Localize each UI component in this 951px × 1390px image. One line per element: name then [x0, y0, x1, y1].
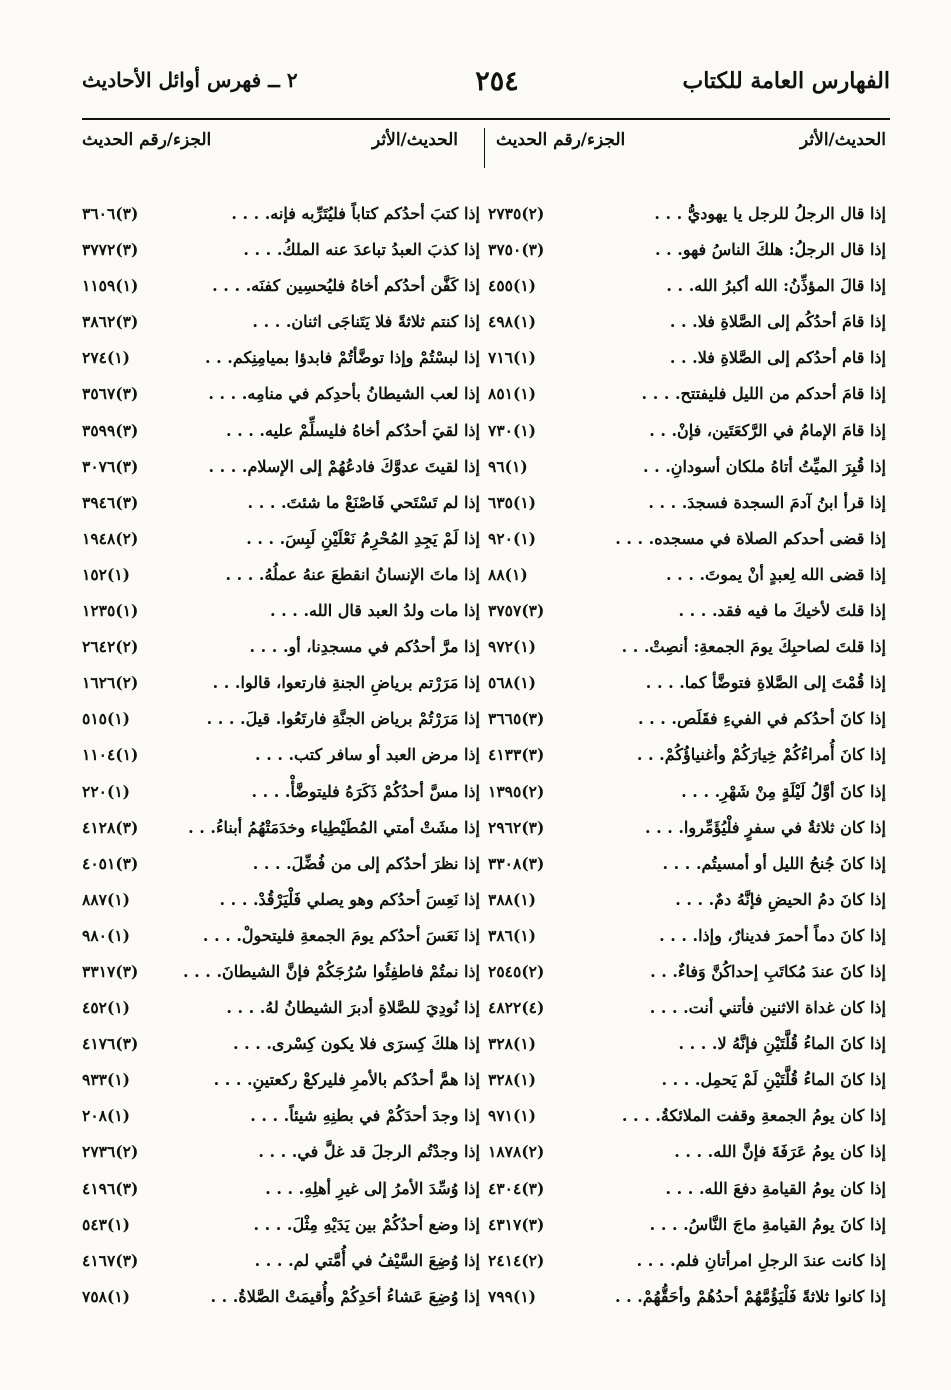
index-entry: [82, 232, 480, 268]
hadith-opening: إذا كانَ الماءُ قُلَّتَيْنِ فإنَّهُ لا. . . .: [678, 1034, 886, 1054]
index-entry: [82, 485, 480, 521]
hadith-opening: إذا نظرَ أحدُكم إلى من فُضِّلَ. . . .: [252, 853, 480, 873]
hadith-opening: إذا كانوا ثلاثةً فَلْيَؤُمَّهُمْ أحدُهُمْ وأحَقُّهُمْ. . .: [614, 1286, 886, 1306]
index-entry: [488, 557, 886, 593]
volume-hadith-number: (٢)٢٧٣٦: [82, 1142, 139, 1162]
hadith-opening: إذا كانَ دمُ الحيضِ فإنَّهُ دمٌ. . . .: [675, 889, 886, 909]
volume-hadith-number: (١)٩٧٢: [488, 637, 536, 657]
volume-hadith-number: (٢)٢٤١٤: [488, 1250, 545, 1270]
page-header: [82, 66, 890, 106]
volume-hadith-number: (١)٩٣٣: [82, 1070, 130, 1090]
hadith-opening: إذا قلتَ لصاحبِكَ يومَ الجمعةِ: أنصِتْ. . .: [621, 637, 886, 657]
index-entry: [488, 304, 886, 340]
volume-hadith-number: (١)٩٨٠: [82, 925, 130, 945]
hadith-opening: إذا لقيَ أحدُكم أخاهُ فليسلِّمْ عليه. . . .: [226, 420, 480, 440]
volume-hadith-number: (١)٤٥٥: [488, 276, 536, 296]
hadith-heading: الحديث/الأثر: [800, 130, 886, 150]
index-entry: [488, 882, 886, 918]
index-entry: [488, 376, 886, 412]
index-entry: [488, 918, 886, 954]
hadith-opening: إذا كان غداة الاثنين فأتني أنت. . . .: [649, 998, 886, 1018]
hadith-opening: إذا كانَ دماً أحمرَ فدينارٌ، وإذا. . . .: [659, 925, 886, 945]
index-entry: [488, 1207, 886, 1243]
hadith-opening: إذا قام أحدُكم إلى الصَّلاةِ فلا. . .: [669, 348, 886, 368]
hadith-opening: إذا كان يومُ القيامةِ دفعَ الله. . . .: [665, 1178, 886, 1198]
header-rule: [82, 118, 890, 120]
column-divider: [484, 128, 485, 168]
hadith-opening: إذا كانَ الماءُ قُلَّتَيْنِ لَمْ يَحمِل. . . .: [661, 1070, 886, 1090]
hadith-opening: إذا كتبَ أحدُكم كتاباً فليُتَرِّبه فإنه. . . .: [231, 204, 480, 223]
hadith-opening: إذا مرض العبد أو سافر كتب. . . .: [255, 745, 480, 765]
volume-hadith-number: (١)٥١٥: [82, 709, 130, 729]
index-entry: [82, 882, 480, 918]
hadith-opening: إذا كانَ أحدُكم في الفيءِ فقَلَص. . . .: [638, 709, 886, 729]
hadith-opening: إذا نمتُمْ فاطفِئُوا سُرُجَكُمْ فإنَّ الشيطانَ. . . .: [183, 961, 480, 981]
hadith-opening: إذا وجدْتُم الرجلَ قد غلَّ في. . . .: [258, 1142, 480, 1162]
volume-hadith-number: (٣)٣٩٤٦: [82, 492, 139, 512]
hadith-opening: إذا نَعِسَ أحدُكم وهو يصلي فَلْيَرْقُدْ. . . .: [219, 889, 480, 909]
index-entry: [82, 593, 480, 629]
volume-hadith-number: (٢)١٦٢٦: [82, 673, 139, 693]
index-entry: [82, 918, 480, 954]
volume-hadith-number: (٢)١٨٧٨: [488, 1142, 545, 1162]
hadith-opening: إذا مرَّ أحدُكم في مسجدِنا، أو. . . .: [249, 637, 480, 657]
index-entry: [82, 954, 480, 990]
hadith-opening: إذا مَرَرْتم برياضِ الجنةِ فارتعوا، قالوا. . .: [212, 673, 480, 693]
index-entry: [82, 665, 480, 701]
volume-hadith-number: (١)٧٥٨: [82, 1286, 130, 1306]
index-entry: [82, 737, 480, 773]
hadith-opening: إذا قرأ ابنُ آدمَ السجدة فسجدَ. . . .: [648, 492, 886, 512]
volume-hadith-number: (٢)١٩٤٨: [82, 528, 139, 548]
volume-hadith-number: (٣)٤٣٠٤: [488, 1178, 545, 1198]
index-entry: [488, 593, 886, 629]
index-entry: [82, 846, 480, 882]
volume-hadith-number: (١)٤٥٢: [82, 998, 130, 1018]
hadith-opening: إذا كانَ أُمراءُكُمْ خِيارَكُمْ وأغنياؤُكُمْ. . .: [636, 745, 886, 765]
hadith-opening: إذا كانَ يومُ القيامةِ ماجَ النَّاسُ. . . .: [649, 1214, 886, 1234]
index-entry: [82, 1207, 480, 1243]
index-entry: [488, 1098, 886, 1134]
index-entry: [488, 665, 886, 701]
volume-hadith-number: (٢)٢٦٤٢: [82, 637, 139, 657]
hadith-opening: إذا ماتَ الإنسانُ انقطعَ عنهُ عملُهُ. . . .: [225, 564, 480, 584]
hadith-opening: إذا قامَ الإمامُ في الرَّكعَتَين، فإنْ. . .: [649, 420, 886, 440]
book-section-title: الفهارس العامة للكتاب: [682, 68, 890, 94]
hadith-opening: إذا كانت عندَ الرجلِ امرأتانِ فلم. . . .: [636, 1250, 886, 1270]
volume-hadith-number: (١)٧٩٩: [488, 1286, 536, 1306]
index-entry: [488, 1026, 886, 1062]
volume-hadith-number: (١)٣٨٦: [488, 925, 536, 945]
volume-hadith-number: (٣)٣٥٩٩: [82, 420, 139, 440]
hadith-opening: إذا وُضِعَ عَشاءُ أحَدِكُمْ وأُقيمَتْ الصَّلاةُ. . .: [210, 1286, 480, 1306]
volume-hadith-number: (١)٧١٦: [488, 348, 536, 368]
volume-hadith-number: (٣)٤١٢٨: [82, 817, 139, 837]
volume-hadith-number: (١)٨٨٧: [82, 889, 130, 909]
hadith-opening: إذا كانَ أوَّلُ لَيْلَةٍ مِنْ شَهْرِ. . . .: [681, 781, 886, 801]
hadith-opening: إذا مشَتْ أمتي المُطَيْطِياء وخدَمَتْهُمُ أبناءُ. . .: [188, 817, 480, 837]
index-entry: [488, 1171, 886, 1207]
index-entry: [82, 629, 480, 665]
hadith-opening: إذا قضى الله لِعبدٍ أنْ يموتَ. . . .: [666, 564, 886, 584]
hadith-opening: إذا قُبِرَ الميِّتُ أتاهُ ملكان أسودانِ. . .: [642, 456, 886, 476]
hadith-opening: إذا قلتَ لأخيكَ ما فيه فقد. . . .: [678, 601, 886, 621]
volume-hadith-number: (٣)٤١٧٦: [82, 1034, 139, 1054]
volume-hadith-number: (١)٩٢٠: [488, 528, 536, 548]
hadith-heading: الحديث/الأثر: [372, 130, 458, 150]
index-entry: [488, 737, 886, 773]
page-number: ٢٥٤: [475, 66, 519, 97]
volume-hadith-number: (١)٦٣٥: [488, 492, 536, 512]
hadith-opening: إذا كان يومُ الجمعةِ وقفت الملائكةُ. . . .: [621, 1106, 886, 1126]
hadith-opening: إذا كانَ جُنحُ الليل أو أمسيتُم. . . .: [662, 853, 886, 873]
volume-hadith-number: (١)١٥٢: [82, 564, 130, 584]
index-entry: [488, 701, 886, 737]
index-entry: [488, 810, 886, 846]
index-entry: [488, 954, 886, 990]
hadith-opening: إذا وُسِّدَ الأمرُ إلى غيرِ أهلِهِ. . . .: [265, 1178, 480, 1198]
hadith-opening: إذا مَرَرْتُمْ برياض الجنَّةِ فارتَعُوا. قيلَ. . . .: [206, 709, 480, 729]
hadith-opening: إذا وُضِعَ السَّيْفُ في أُمَّتي لم. . . .: [254, 1250, 480, 1270]
left-column-headings: [82, 130, 480, 160]
volume-hadith-number: (١)٥٦٨: [488, 673, 536, 693]
hadith-opening: إذا كذبَ العبدُ تباعدَ عنه الملكُ. . . .: [243, 240, 480, 260]
hadith-opening: إذا كنتم ثلاثةً فلا يَتَناجَى اثنان. . . .: [252, 312, 480, 332]
hadith-opening: إذا نُودِيَ للصَّلاةِ أدبرَ الشيطانُ لهُ. . . .: [226, 998, 480, 1018]
index-entry: [82, 557, 480, 593]
volume-hadith-number: (١)٤٩٨: [488, 312, 536, 332]
index-entry: [488, 846, 886, 882]
volume-hadith-number: (٣)٢٩٦٢: [488, 817, 545, 837]
volume-hadith-number: (١)١٢٣٥: [82, 601, 139, 621]
index-entry: [488, 196, 886, 232]
index-entry: [82, 1026, 480, 1062]
left-column: [82, 196, 480, 1315]
hadith-opening: إذا كان ثلاثةٌ في سفرٍ فلْيُؤَمِّروا. . . .: [644, 817, 886, 837]
volume-hadith-number: (٣)٤١٣٣: [488, 745, 545, 765]
index-entry: [82, 1062, 480, 1098]
index-entry: [82, 376, 480, 412]
volume-hadith-number: (٣)٣٧٥٧: [488, 601, 545, 621]
volume-hadith-number: (١)٣٨٨: [488, 889, 536, 909]
volume-hadith-number: (٣)٣٨٦٢: [82, 312, 139, 332]
volume-hadith-number: (٤)٤٨٢٢: [488, 998, 545, 1018]
hadith-opening: إذا همَّ أحدُكم بالأمرِ فليركعْ ركعتينِ. . . .: [213, 1070, 480, 1090]
volume-hadith-number: (١)٢٧٤: [82, 348, 130, 368]
index-entry: [82, 304, 480, 340]
hadith-opening: إذا لعب الشيطانُ بأحدِكم في منامِه. . . .: [208, 384, 480, 404]
index-entry: [82, 196, 480, 232]
index-entry: [82, 1134, 480, 1170]
index-entry: [82, 268, 480, 304]
index-entry: [82, 990, 480, 1026]
volume-hadith-number: (٣)٣٧٧٢: [82, 240, 139, 260]
hadith-opening: إذا قُمْتَ إلى الصَّلاةِ فتوضَّأ كما. . . .: [645, 673, 886, 693]
volume-hadith-number: (٣)٣٣٠٨: [488, 853, 545, 873]
index-entry: [82, 810, 480, 846]
hadith-opening: إذا قامَ أحدكم من الليل فليفتتح. . . .: [641, 384, 886, 404]
volume-hadith-number: (١)٨٥١: [488, 384, 536, 404]
volume-hadith-number: (٣)٣٥٦٧: [82, 384, 139, 404]
hadith-opening: إذا مات ولدُ العبد قال الله. . . .: [270, 601, 480, 621]
volume-hadith-number: (١)٩٧١: [488, 1106, 536, 1126]
volume-hadith-number: (٣)٤١٩٦: [82, 1178, 139, 1198]
volume-hadith-number: (٣)٣٣١٧: [82, 961, 139, 981]
index-entry: [488, 268, 886, 304]
volume-hadith-number: (١)٢٠٨: [82, 1106, 130, 1126]
hadith-opening: إذا قال الرجلُ للرجل يا يهوديُّ . . .: [654, 204, 886, 223]
volume-hadith-number: (١)٥٤٣: [82, 1214, 130, 1234]
hadith-opening: إذا لم تَسْتَحي فَاصْنَعْ ما شئتَ. . . .: [247, 492, 480, 512]
index-title: ٢ ــ فهرس أوائل الأحاديث: [82, 68, 298, 92]
index-entry: [488, 449, 886, 485]
index-entry: [488, 1062, 886, 1098]
volume-hadith-number: (١)٩٦: [488, 456, 528, 476]
hadith-opening: إذا وضع أحدُكُمْ بين يَدَيْهِ مِثْلَ. . . .: [253, 1214, 480, 1234]
hadith-opening: إذا لَمْ يَجِدِ المُحْرِمُ نَعْلَيْنِ لَبِسَ. . . .: [246, 528, 480, 548]
index-entry: [82, 521, 480, 557]
volume-hadith-number: (٣)٣٧٥٠: [488, 240, 545, 260]
volume-hadith-number: (١)٢٢٠: [82, 781, 130, 801]
index-entry: [82, 413, 480, 449]
right-column-headings: [488, 130, 886, 160]
index-entry: [488, 521, 886, 557]
hadith-opening: إذا هلكَ كِسرَى فلا يكون كِسْرى. . . .: [232, 1034, 480, 1054]
index-entry: [488, 413, 886, 449]
index-entry: [82, 1098, 480, 1134]
index-entry: [82, 774, 480, 810]
index-entry: [488, 1279, 886, 1315]
hadith-opening: إذا قامَ أحدُكُم إلى الصَّلاةِ فلا. . .: [669, 312, 886, 332]
volume-hadith-number: (٣)٤١٦٧: [82, 1250, 139, 1270]
hadith-opening: إذا وجدَ أحدَكُمْ في بطنِهِ شيئاً. . . .: [250, 1106, 480, 1126]
index-entry: [488, 232, 886, 268]
right-column: [488, 196, 886, 1315]
index-entry: [82, 1171, 480, 1207]
volume-hadith-number: (١)٣٢٨: [488, 1034, 536, 1054]
index-entry: [488, 485, 886, 521]
volume-hadith-number: (١)٧٣٠: [488, 420, 536, 440]
ref-heading: الجزء/رقم الحديث: [496, 130, 626, 150]
index-entry: [488, 1243, 886, 1279]
index-entry: [488, 629, 886, 665]
index-entry: [82, 340, 480, 376]
volume-hadith-number: (٣)٣٦٠٦: [82, 204, 139, 223]
index-entry: [488, 340, 886, 376]
volume-hadith-number: (٢)١٣٩٥: [488, 781, 545, 801]
hadith-opening: إذا كَفَّن أحدُكم أخاهُ فليُحسِين كفنَه. . . .: [212, 276, 480, 296]
hadith-opening: إذا كان يومُ عَرَفَةَ فإنَّ الله. . . .: [674, 1142, 886, 1162]
hadith-opening: إذا قالَ المؤذِّنُ: الله أكبرُ الله. . .: [666, 276, 886, 296]
hadith-opening: إذا نَعَسَ أحدُكم يومَ الجمعةِ فليتحولْ. . . .: [202, 925, 480, 945]
index-entry: [488, 1134, 886, 1170]
index-entry: [82, 701, 480, 737]
hadith-opening: إذا قضى أحدكم الصلاة في مسجده. . . .: [615, 528, 886, 548]
ref-heading: الجزء/رقم الحديث: [82, 130, 212, 150]
volume-hadith-number: (١)٣٢٨: [488, 1070, 536, 1090]
hadith-opening: إذا قال الرجلُ: هلكَ الناسُ فهو. . .: [655, 240, 886, 260]
volume-hadith-number: (١)١١٥٩: [82, 276, 139, 296]
volume-hadith-number: (٢)٢٧٣٥: [488, 204, 545, 223]
volume-hadith-number: (٣)٤٣١٧: [488, 1214, 545, 1234]
hadith-opening: إذا لقيتَ عدوَّكَ فادعُهُمْ إلى الإسلام. . . .: [208, 456, 480, 476]
index-entry: [82, 449, 480, 485]
index-entry: [82, 1279, 480, 1315]
volume-hadith-number: (٢)٢٥٤٥: [488, 961, 545, 981]
hadith-opening: إذا مسَّ أحدُكُمْ ذَكَرَهُ فليتوضَّأْ. . . .: [251, 781, 480, 801]
volume-hadith-number: (٣)٤٠٥١: [82, 853, 139, 873]
index-entry: [82, 1243, 480, 1279]
hadith-opening: إذا كانَ عندَ مُكاتَبِ إحداكُنَّ وَفاءٌ. . .: [650, 961, 886, 981]
hadith-opening: إذا لبسْتُمْ وإذا توضَّأتُمْ فابدؤا بميامِنِكم. . .: [204, 348, 480, 368]
volume-hadith-number: (٣)٣٠٧٦: [82, 456, 139, 476]
index-entry: [488, 774, 886, 810]
volume-hadith-number: (١)١١٠٤: [82, 745, 139, 765]
volume-hadith-number: (٣)٣٦٦٥: [488, 709, 545, 729]
volume-hadith-number: (١)٨٨: [488, 564, 528, 584]
index-entry: [488, 990, 886, 1026]
